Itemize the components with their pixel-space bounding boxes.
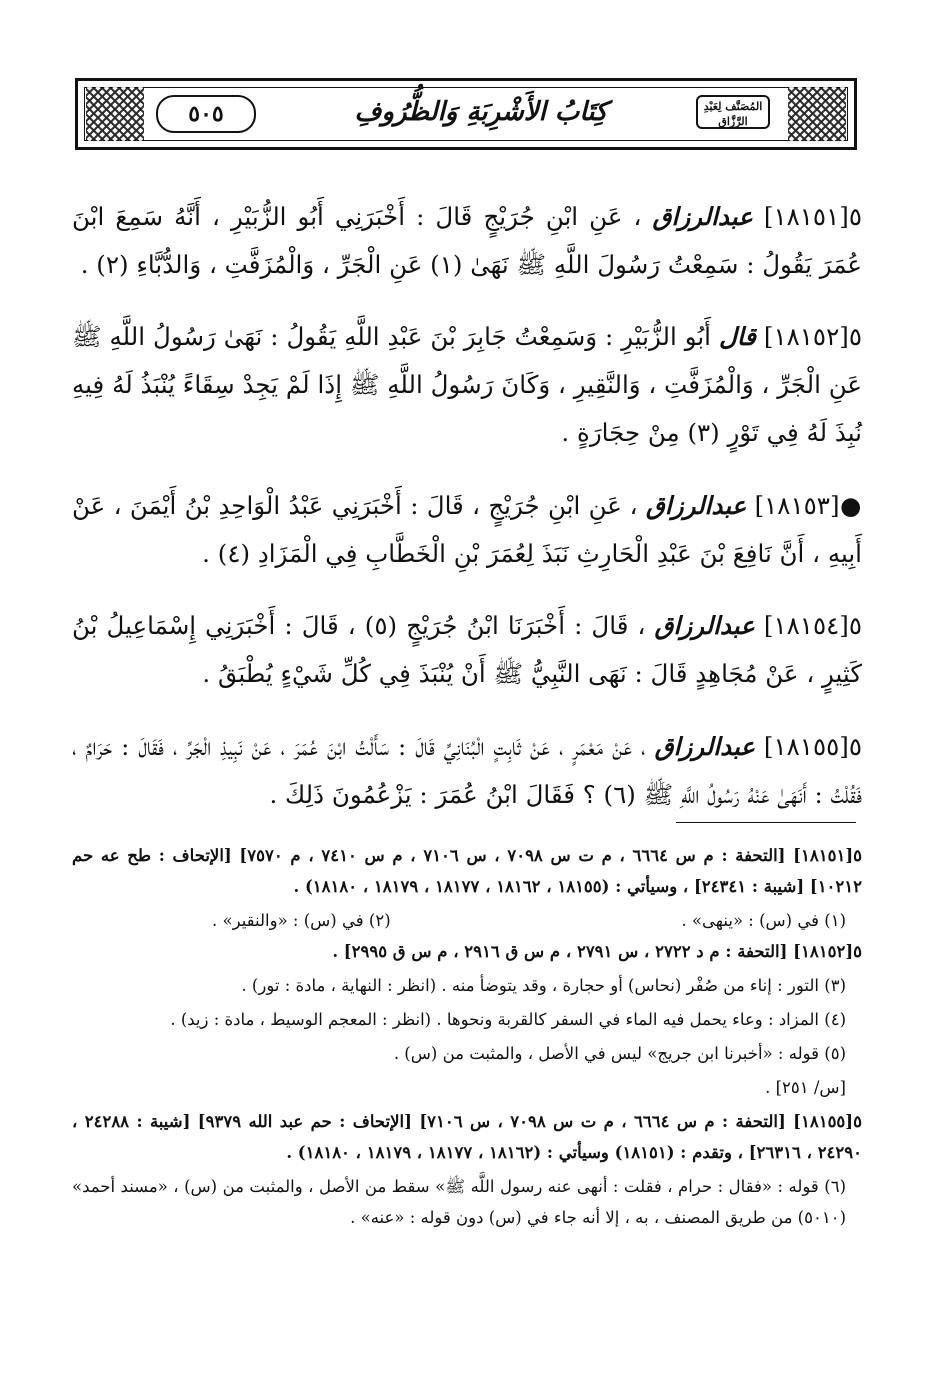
manuscript-ref: [س/ ٢٥١] . (765, 1078, 846, 1097)
footnotes (72, 840, 862, 1236)
ornament-left (86, 87, 144, 141)
hadith-18151: ٥[١٨١٥١] عبدالرزاق ، عَنِ ابْنِ جُرَيْجٍ قَالَ : أَخْبَرَنِي أَبُو الزُّبَيْرِ ، أَنَّهُ سَمِعَ ابْنَ عُمَرَ يَقُولُ : سَمِعْتُ رَسُولَ اللَّهِ ﷺ نَهَىٰ (١) عَنِ الْجَرِّ ، وَالْمُزَفَّتِ ، وَالدُّبَّاءِ (٢) . (72, 201, 862, 279)
hadith-18154: ٥[١٨١٥٤] عبدالرزاق ، قَالَ : أَخْبَرَنَا ابْنُ جُرَيْجٍ (٥) ، قَالَ : أَخْبَرَنِي إِسْمَاعِيلُ بْنُ كَثِيرٍ ، عَنْ مُجَاهِدٍ قَالَ : نَهَى النَّبِيُّ ﷺ أَنْ يُنْبَذَ فِي كُلِّ شَيْءٍ يُطْبَقُ . (72, 611, 862, 688)
footnote-1: (١) في (س) : «ينهى» . (681, 911, 846, 930)
note-18151: ٥[١٨١٥١] [التحفة : م س ٦٦٦٤ ، م ت س ٧٠٩٨ ، س ٧١٠٦ ، م س ٧٤١٠ ، م ٧٥٧٠] [الإتحاف : طح عه حم ١٠٢١٢] [شيبة : ٢٤٣٤١] ، وسيأتي : (١٨١٥٥ ، ١٨١٦٢ ، ١٨١٧٧ ، ١٨١٧٩ ، ١٨١٨٠) . (72, 846, 862, 896)
footnote-4: (٤) المزاد : وعاء يحمل فيه الماء في السفر كالقربة ونحوها . (انظر : المعجم الوسيط ، مادة : زيد) . (170, 1010, 846, 1029)
footnote-separator (676, 822, 856, 823)
chapter-title: كِتَابُ الأَشْرِبَةِ وَالظُّرُوفِ (354, 97, 608, 127)
hadith-18155: ٥[١٨١٥٥] عبدالرزاق ، عَنْ مَعْمَرٍ ، عَنْ ثَابِتٍ الْبُنَانِيِّ قَالَ : سَأَلْتُ ابْنَ عُمَرَ ، عَنْ نَبِيذِ الْجَرِّ ، فَقَالَ : حَرَامٌ ، فَقُلْتُ : أَنَهَىٰ عَنْهُ رَسُولُ اللَّهِ ﷺ (٦) ؟ فَقَالَ ابْنُ عُمَرَ : يَزْعُمُونَ ذَلِكَ . (72, 731, 862, 809)
footnote-6: (٦) قوله : «فقال : حرام ، فقلت : أنهى عنه رسول اللَّه ﷺ» سقط من الأصل ، والمثبت من (س) ، «مسند أحمد» (٥٠١٠) من طريق المصنف ، به ، إلا أنه جاء في (س) دون قوله : «عنه» . (72, 1177, 846, 1227)
page-header (75, 78, 857, 150)
footnote-5: (٥) قوله : «أخبرنا ابن جريج» ليس في الأصل ، والمثبت من (س) . (393, 1044, 846, 1063)
footnote-row-1-2 (72, 905, 862, 936)
note-18155: ٥[١٨١٥٥] [التحفة : م س ٦٦٦٤ ، م ت س ٧٠٩٨ ، س ٧١٠٦] [الإتحاف : حم عبد الله ٩٣٧٩] [شيبة : ٢٤٢٨٨ ، ٢٤٢٩٠ ، ٢٦٣١٦] ، وتقدم : (١٨١٥١) وسيأتي : (١٨١٦٢ ، ١٨١٧٧ ، ١٨١٧٩ ، ١٨١٨٠) . (72, 1112, 862, 1162)
note-18152: ٥[١٨١٥٢] [التحفة : م د ٢٧٢٢ ، س ٢٧٩١ ، م س ق ٢٩١٦ ، م س ق ٢٩٩٥] . (332, 942, 862, 961)
hadith-18152: ٥[١٨١٥٢] قال أَبُو الزُّبَيْرِ : وَسَمِعْتُ جَابِرَ بْنَ عَبْدِ اللَّهِ يَقُولُ : نَهَىٰ رَسُولُ اللَّهِ ﷺ عَنِ الْجَرِّ ، وَالْمُزَفَّتِ ، وَالنَّقِيرِ ، وَكَانَ رَسُولُ اللَّهِ ﷺ إِذَا لَمْ يَجِدْ سِقَاءً يُنْبَذُ لَهُ فِيهِ نُبِذَ لَهُ فِي تَوْرٍ (٣) مِنْ حِجَارَةٍ . (72, 322, 862, 447)
book-badge: المُصَنَّف لِعَبْدِ الرَّزَّاق (696, 95, 770, 129)
hadith-18153: ●[١٨١٥٣] عبدالرزاق ، عَنِ ابْنِ جُرَيْجٍ ، قَالَ : أَخْبَرَنِي عَبْدُ الْوَاحِدِ بْنُ أَيْمَنَ ، عَنْ أَبِيهِ ، أَنَّ نَافِعَ بْنَ عَبْدِ الْحَارِثِ نَبَذَ لِعُمَرَ بْنِ الْخَطَّابِ فِي الْمَزَادِ (٤) . (72, 490, 862, 568)
hadith-body (72, 168, 862, 829)
ornament-right (788, 87, 846, 141)
page-number: ٥٠٥ (156, 95, 256, 133)
footnote-3: (٣) التور : إناء من صُفْر (نحاس) أو حجارة ، وقد يتوضأ منه . (انظر : النهاية ، مادة : تور) . (241, 976, 846, 995)
footnote-2: (٢) في (س) : «والنقير» . (212, 911, 391, 930)
